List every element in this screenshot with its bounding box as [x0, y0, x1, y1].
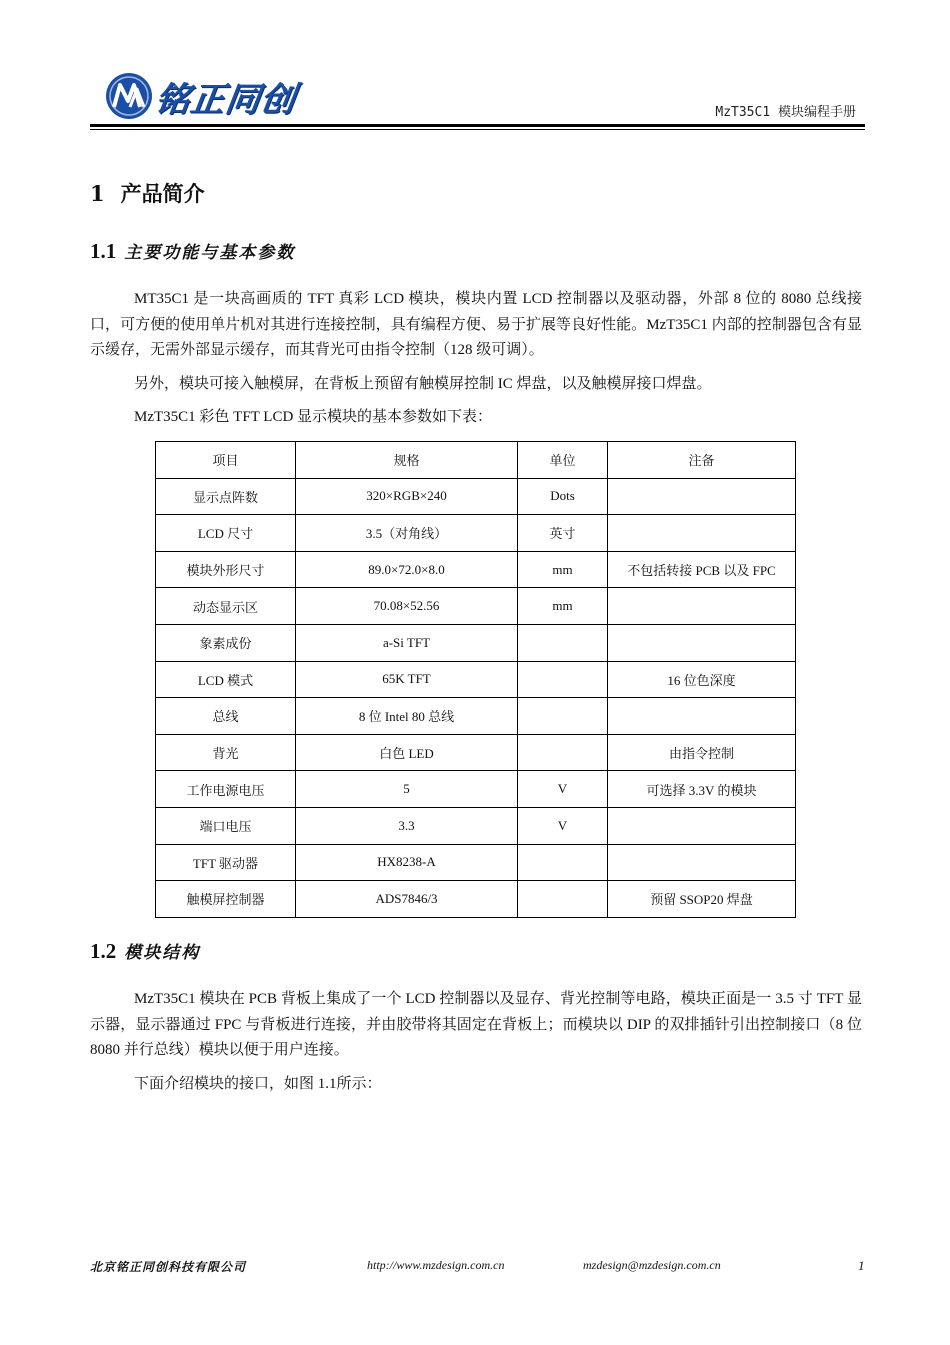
- table-header-cell: 单位: [518, 442, 608, 479]
- table-cell: 3.3: [296, 807, 518, 844]
- table-cell: V: [518, 807, 608, 844]
- table-cell: a-Si TFT: [296, 624, 518, 661]
- table-cell: 工作电源电压: [156, 771, 296, 808]
- paragraph-interface: 下面介绍模块的接口，如图 1.1所示：: [134, 1076, 382, 1092]
- section-1-heading: [90, 178, 205, 208]
- section-1-2-heading: [90, 938, 200, 964]
- table-cell: LCD 尺寸: [156, 515, 296, 552]
- paragraph-intro: MT35C1 是一块高画质的 TFT 真彩 LCD 模块，模块内置 LCD 控制器以及驱动器，外部 8 位的 8080 总线接口，可方便的使用单片机对其进行连接控制，具有编程方便、易于扩展等良好性能。MzT35C1 内部的控制器包含有显示缓存，无需外部显示缓存，而其背光可由指令控制（128 级可调）。: [90, 291, 862, 358]
- table-cell: Dots: [518, 478, 608, 515]
- table-cell: 触模屏控制器: [156, 881, 296, 918]
- company-logo: [104, 70, 299, 122]
- table-cell: 背光: [156, 734, 296, 771]
- table-cell: [518, 624, 608, 661]
- table-cell: [518, 698, 608, 735]
- page-number: 1: [858, 1258, 865, 1273]
- table-cell: [608, 515, 796, 552]
- table-cell: 端口电压: [156, 807, 296, 844]
- table-cell: 象素成份: [156, 624, 296, 661]
- table-row: [156, 588, 796, 625]
- header-rule-thick: [90, 124, 865, 127]
- logo-text: 铭正同创: [152, 79, 299, 120]
- header-rule-thin: [90, 129, 865, 130]
- footer-email-link[interactable]: mzdesign@mzdesign.com.cn: [583, 1258, 721, 1272]
- table-cell: HX8238-A: [296, 844, 518, 881]
- footer-company: 北京铭正同创科技有限公司: [90, 1260, 247, 1274]
- table-cell: 8 位 Intel 80 总线: [296, 698, 518, 735]
- table-cell: 白色 LED: [296, 734, 518, 771]
- paragraph-table-caption: MzT35C1 彩色 TFT LCD 显示模块的基本参数如下表：: [134, 409, 493, 425]
- table-cell: 动态显示区: [156, 588, 296, 625]
- table-cell: 模块外形尺寸: [156, 551, 296, 588]
- table-cell: TFT 驱动器: [156, 844, 296, 881]
- table-cell: [608, 807, 796, 844]
- table-cell: [518, 661, 608, 698]
- table-cell: ADS7846/3: [296, 881, 518, 918]
- table-cell: V: [518, 771, 608, 808]
- table-cell: [608, 698, 796, 735]
- logo-mark-icon: [104, 71, 154, 121]
- table-cell: [608, 478, 796, 515]
- table-cell: 英寸: [518, 515, 608, 552]
- table-cell: 可选择 3.3V 的模块: [608, 771, 796, 808]
- table-header-cell: 注备: [608, 442, 796, 479]
- table-row: [156, 478, 796, 515]
- table-row: [156, 661, 796, 698]
- table-cell: [608, 624, 796, 661]
- paragraph-structure: MzT35C1 模块在 PCB 背板上集成了一个 LCD 控制器以及显存、背光控制等电路，模块正面是一 3.5 寸 TFT 显示器，显示器通过 FPC 与背板进行连接，并由胶带将其固定在背板上；而模块以 DIP 的双排插针引出控制接口（8 位 8080 并行总线）模块以便于用户连接。: [90, 991, 862, 1058]
- table-row: [156, 881, 796, 918]
- table-header-cell: 项目: [156, 442, 296, 479]
- table-cell: mm: [518, 551, 608, 588]
- section-number: 1.1: [90, 239, 117, 263]
- document-title: MzT35C1 模块编程手册: [715, 105, 856, 120]
- table-cell: 5: [296, 771, 518, 808]
- table-row: [156, 698, 796, 735]
- table-cell: 320×RGB×240: [296, 478, 518, 515]
- table-row: [156, 807, 796, 844]
- table-cell: 65K TFT: [296, 661, 518, 698]
- section-title: 主要功能与基本参数: [124, 243, 296, 263]
- footer-website-link[interactable]: http://www.mzdesign.com.cn: [367, 1258, 505, 1272]
- table-cell: 总线: [156, 698, 296, 735]
- paragraph-touch: 另外，模块可接入触模屏，在背板上预留有触模屏控制 IC 焊盘，以及触模屏接口焊盘。: [134, 376, 712, 392]
- table-cell: LCD 模式: [156, 661, 296, 698]
- table-cell: 16 位色深度: [608, 661, 796, 698]
- table-cell: [518, 881, 608, 918]
- section-number: 1.2: [90, 939, 117, 963]
- table-cell: 显示点阵数: [156, 478, 296, 515]
- table-row: [156, 515, 796, 552]
- spec-table: [155, 441, 796, 918]
- table-header-row: [156, 442, 796, 479]
- table-cell: 70.08×52.56: [296, 588, 518, 625]
- table-cell: 不包括转接 PCB 以及 FPC: [608, 551, 796, 588]
- table-cell: mm: [518, 588, 608, 625]
- table-cell: [518, 734, 608, 771]
- section-title: 产品简介: [120, 182, 205, 206]
- table-cell: 3.5（对角线）: [296, 515, 518, 552]
- table-row: [156, 771, 796, 808]
- table-row: [156, 624, 796, 661]
- table-cell: [608, 588, 796, 625]
- table-cell: 预留 SSOP20 焊盘: [608, 881, 796, 918]
- table-row: [156, 844, 796, 881]
- table-cell: [518, 844, 608, 881]
- table-cell: 由指令控制: [608, 734, 796, 771]
- table-cell: [608, 844, 796, 881]
- section-number: 1: [90, 181, 105, 206]
- table-row: [156, 551, 796, 588]
- table-row: [156, 734, 796, 771]
- table-header-cell: 规格: [296, 442, 518, 479]
- section-1-1-heading: [90, 238, 295, 264]
- table-cell: 89.0×72.0×8.0: [296, 551, 518, 588]
- section-title: 模块结构: [124, 943, 201, 963]
